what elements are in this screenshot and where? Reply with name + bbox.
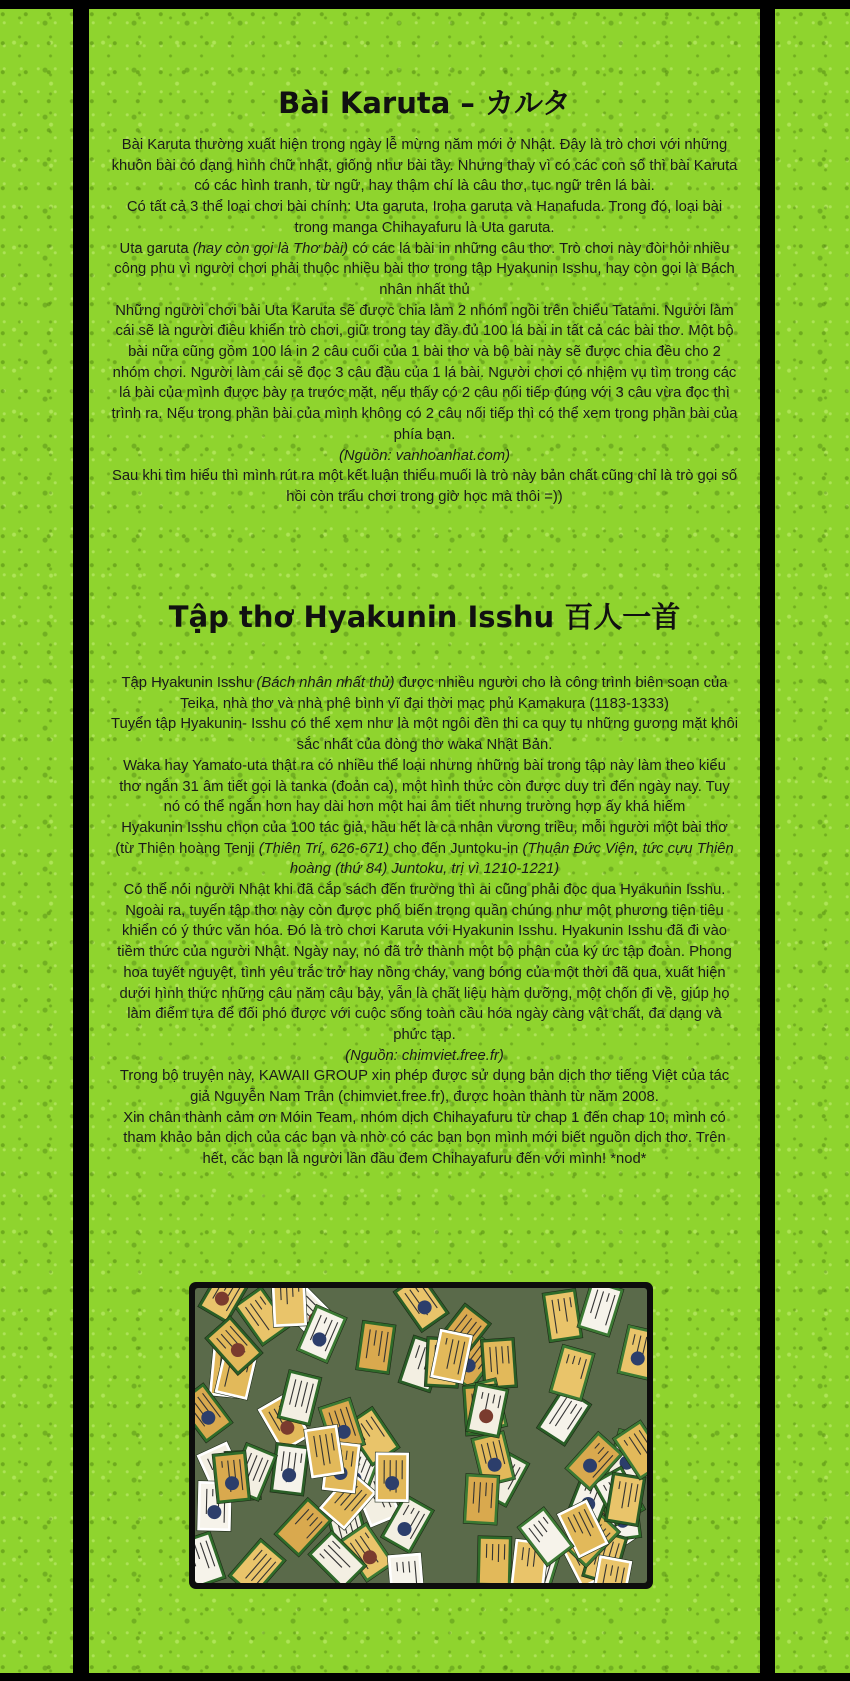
hyakunin-intro-text-b: được nhiều người cho là công trình biên soạn của Teika, nhà thơ và nhà phê bình vĩ đại thời mạc phủ Kamakura (1183-1333) — [180, 675, 728, 712]
karuta-card — [477, 1536, 512, 1583]
hyakunin-anthology-paragraph: Tuyển tập Hyakunin- Isshu có thể xem như là một ngôi đền thi ca quy tụ những gương mặt khôi sắc nhất của dòng thơ waka Nhật Bản. — [111, 716, 738, 754]
karuta-card — [270, 1442, 310, 1496]
authors-text-b: cho đến Juntoku-in — [389, 840, 523, 857]
uta-garuta-text-b: có các lá bài in những câu thơ. Trò chơi này đòi hỏi nhiều công phu vì người chơi phải thuộc nhiều bài thơ trong tập Hyakunin Isshu, hay còn gọi là Bách nhân nhất thủ — [114, 240, 735, 298]
karuta-heading: Bài Karuta – カルタ — [278, 86, 571, 120]
karuta-card — [463, 1473, 500, 1525]
karuta-cards-photo-frame — [189, 1282, 653, 1589]
karuta-source: (Nguồn: vanhoanhat.com) — [338, 447, 511, 464]
karuta-card — [271, 1288, 307, 1327]
karuta-intro-paragraph: Bài Karuta thường xuất hiện trong ngày lễ mừng năm mới ở Nhật. Đây là trò chơi với những khuôn bài có dạng hình chữ nhật, giống như bài tây. Nhưng thay vì có các con số thì bài Karuta có các hình tranh, từ ngữ, hay thậm chí là câu thơ, tục ngữ trên lá bài. — [111, 137, 738, 195]
karuta-card — [387, 1552, 425, 1583]
translation-credit-paragraph: Trong bộ truyện này, KAWAII GROUP xin phép được sử dụng bản dịch thơ tiếng Việt của tác giả Nguyễn Nam Trân (chimviet.free.fr), được hoàn thành từ năm 2008. — [119, 1068, 730, 1106]
karuta-cards-photo — [195, 1288, 647, 1583]
waka-paragraph: Waka hay Yamato-uta thật ra có nhiều thể loại nhưng những bài trong tập này làm theo kiểu thơ ngắn 31 âm tiết gọi là tanka (đoản ca), một hình thức còn được duy trì đến ngày nay. Tuy nó có thể ngắn hơn hay dài hơn một hai âm tiết nhưng trường hợp ấy khá hiếm — [119, 757, 730, 816]
authors-italic-2: (Thuận Đức Viện, tức cựu Thiên hoàng (thứ 84) Juntoku, trị vì 1210-1221) — [289, 840, 734, 878]
main-article-panel — [89, 9, 760, 1673]
karuta-conclusion-paragraph: Sau khi tìm hiểu thì mình rút ra một kết luận thiểu muối là trò này bản chất cũng chỉ là trò gọi số hồi còn trẩu chơi trong giờ học mà thôi =)) — [111, 468, 738, 505]
karuta-card — [542, 1288, 583, 1342]
karuta-card — [304, 1424, 345, 1479]
left-side-panel — [0, 9, 73, 1673]
karuta-types-paragraph: Có tất cả 3 thể loại chơi bài chính: Uta garuta, Iroha garuta và Hanafuda. Trong đó, loại bài trong manga Chihayafuru là Uta garuta. — [126, 199, 723, 236]
authors-text-a: Hyakunin Isshu chọn của 100 tác giả, hầu hết là ca nhân vương triều, mỗi người một bài thơ (từ Thiên hoàng Tenji — [115, 819, 728, 857]
hyakunin-intro-italic: (Bách nhân nhất thủ) — [256, 675, 395, 691]
karuta-card — [212, 1451, 251, 1504]
hyakunin-text-block — [111, 673, 738, 1170]
karuta-rules-paragraph: Những người chơi bài Uta Karuta sẽ được chia làm 2 nhóm ngồi trên chiếu Tatami. Người làm cái sẽ là người điều khiển trò chơi, giữ trong tay đầy đủ 100 lá bài in tất cả các bài thơ. Một bộ bài nữa cũng gồm 100 lá in 2 câu cuối của 1 bài thơ và bộ bài này sẽ được chia đều cho 2 nhóm chơi. Người làm cái sẽ đọc 3 câu đầu của 1 lá bài. Người chơi có nhiệm vụ tìm trong các lá bài của mình được bày ra trước mặt, nếu thấy có 2 câu nối tiếp đúng với 3 câu vừa đọc thì trình ra. Nếu trong phần bài của mình không có 2 câu nối tiếp thì có thể xem trong phần bài của phía bạn. — [111, 302, 738, 443]
uta-garuta-paragraph — [111, 239, 738, 301]
uta-garuta-text-a: Uta garuta — [119, 240, 193, 257]
uta-garuta-italic: (hay còn gọi là Thơ bài) — [192, 240, 349, 257]
right-side-panel — [775, 9, 850, 1673]
authors-italic-1: (Thiên Trí, 626-671) — [258, 840, 390, 857]
hyakunin-culture-paragraph: Có thể nói người Nhật khi đã cắp sách đến trường thì ai cũng phải đọc qua Hyakunin Isshu. Ngoài ra, tuyển tập thơ này còn được phổ biến trong quần chúng như một phương tiện tiêu khiển có ý thức văn hóa. Đó là trò chơi Karuta với Hyakunin Isshu. Hyakunin Isshu đã đi vào tiềm thức của người Nhật. Ngày nay, nó đã trở thành một bộ phận của ký ức tập đoàn. Phong hoa tuyết nguyệt, tình yêu trắc trở hay nồng cháy, vang bóng của một thời đã qua, xuất hiện dưới hình thức những câu năm câu bảy, vẫn là chất liệu hàm dưỡng, một chốn đi về, giúp họ làm điểm tựa để đối phó được với cuộc sống toàn cầu hóa ngày càng vật chất, đa dạng và phức tạp. — [117, 882, 732, 1043]
karuta-text-block — [111, 135, 738, 508]
hyakunin-authors-paragraph — [111, 818, 738, 880]
karuta-card — [356, 1320, 397, 1374]
thanks-paragraph: Xin chân thành cảm ơn Móin Team, nhóm dịch Chihayafuru từ chap 1 đến chap 10, mình có tham khảo bản dịch của các bạn và nhờ có các bạn bọn mình mới biết nguồn dịch thơ. Trên hết, các bạn là người lần đầu đem Chihayafuru đến với mình! *nod* — [123, 1109, 726, 1168]
hyakunin-isshu-heading: Tập thơ Hyakunin Isshu 百人一首 — [168, 600, 681, 634]
hyakunin-intro-text-a: Tập Hyakunin Isshu — [121, 675, 257, 691]
karuta-card — [375, 1452, 409, 1502]
hyakunin-source: (Nguồn: chimviet.free.fr) — [345, 1047, 504, 1064]
hyakunin-intro-paragraph — [111, 673, 738, 714]
